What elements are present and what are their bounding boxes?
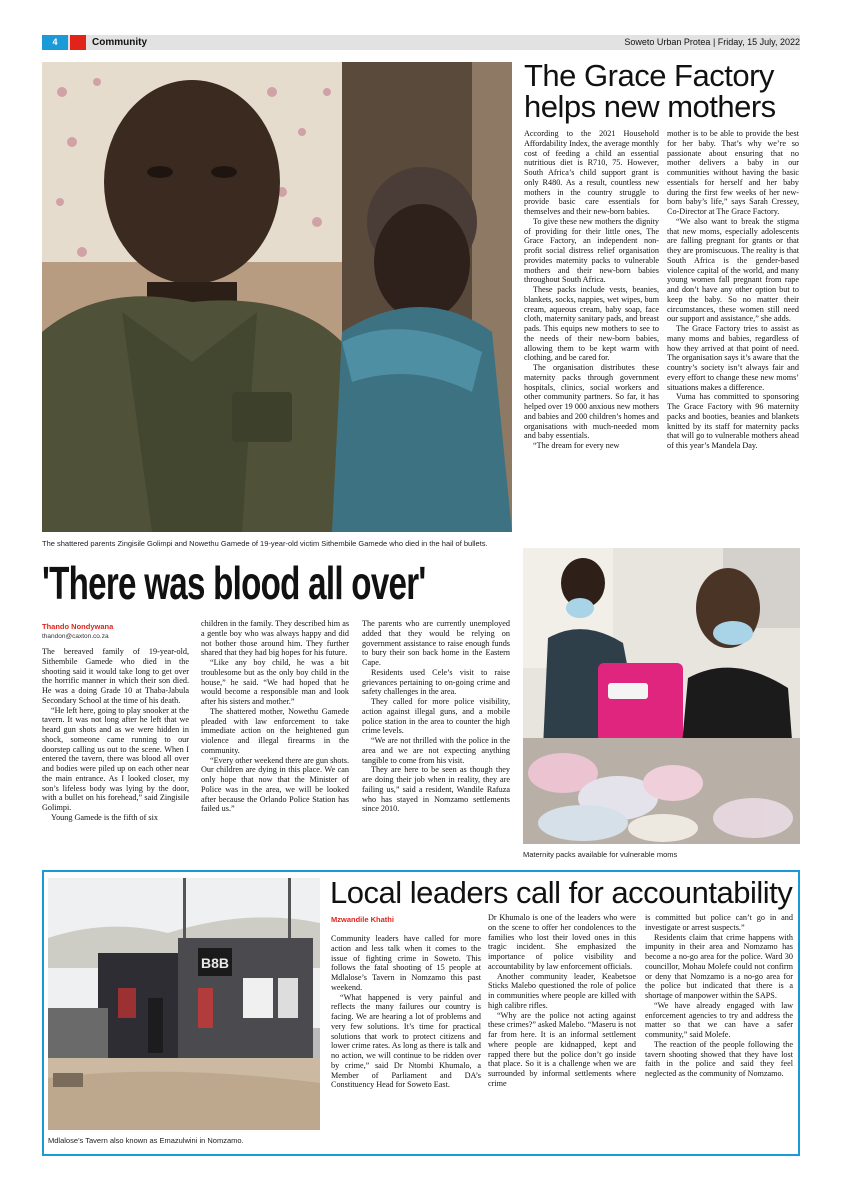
grace-column-2 (667, 129, 799, 451)
paragraph: Community leaders have called for more action and less talk when it comes to the issue of fighting crime in Soweto. This follows the fatal shooting of 15 people at Mdlalose’s Tavern in Nomzamo this past weekend. (331, 934, 481, 992)
paragraph: is committed but police can’t go in and investigate or arrest suspects.” (645, 913, 793, 932)
paragraph: Residents claim that crime happens with impunity in their area and Nomzamo has become a no-go area for the police. Ward 30 councillor, Mohau Molefe could not confirm or deny that Nomzamo is a no-go area for the police but indicated that there is a shortage of manpower within the SAPS. (645, 932, 793, 1000)
blood-column-2 (201, 619, 349, 814)
paragraph: “We also want to break the stigma that new moms, especially adolescents are falling pregnant for grants or that they are promiscuous. The reality is that South Africa is the gender-based violence capital of the world, and many young women fall pregnant from rape and don’t have any other option but to keep the baby. So no matter their circumstances, these women still need our support and assistance,” she adds. (667, 216, 799, 324)
maternity-photo (523, 548, 800, 844)
paragraph: “What happened is very painful and reflects the many failures our country is facing. We are hearing a lot of problems and very few solutions. It’s time for practical solutions that work to protect citizens and lower crime rates. As long as there is talk and no action, we will continue to be ridden over by crime,” said Dr Ntombi Khumalo, a Member of Parliament and DA’s Constituency Head for Soweto East. (331, 992, 481, 1090)
tavern-photo-caption: Mdlalose’s Tavern also known as Emazulwini in Nomzamo. (48, 1136, 244, 1145)
paragraph: Vuma has committed to sponsoring The Grace Factory with 96 maternity packs and booties, beanies and blankets knitted by its staff for maternity packs that will go to vulnerable mothers ahead of this year’s Mandela Day. (667, 392, 799, 450)
parents-photo-art (42, 62, 512, 532)
paragraph: mother is to be able to provide the best for her baby. That’s why we’re so passionate about ensuring that no mother delivers a baby in our communities without having the basic essentials for herself and her baby during the first few weeks of her new-born baby’s life,” says Sarah Cressey, Co-Director at The Grace Factory. (667, 129, 799, 216)
paragraph: Dr Khumalo is one of the leaders who were on the scene to offer her condolences to the families who lost their loved ones in this tragic incident. She emphasized the importance of police visibility and accountability by law enforcement officials. (488, 913, 636, 971)
page-number: 4 (42, 35, 68, 50)
paragraph: The Grace Factory tries to assist as many moms and babies, regardless of how they arrived at that point of need. The organisation says it’s aware that the country’s society isn’t always fair and every effort to change these new moms’ situations makes a difference. (667, 324, 799, 392)
paragraph: The reaction of the people following the tavern shooting showed that they have lost faith in the police and said they feel neglected as the community of Nomzamo. (645, 1039, 793, 1078)
parents-photo-caption: The shattered parents Zingisile Golimpi and Nowethu Gamede of 19-year-old victim Sithembile Gamede who died in the hail of bullets. (42, 539, 488, 548)
paragraph: “He left here, going to play snooker at the tavern. It was not long after he left that we heard gun shots and as we were hidden in shock, someone came running to our doorstep calling us out to the scene. When I entered the tavern, there was blood all over and bodies were piled up on each other near the main entrance. As I looked closer, my son’s lifeless body was lying by the door, with a bullet on his forehead,” said Zingisile Golimpi. (42, 705, 189, 812)
maternity-photo-caption: Maternity packs available for vulnerable moms (523, 850, 678, 859)
paragraph: The parents who are currently unemployed added that they would be relying on government assistance to raise enough funds to bury their son back home in the Eastern Cape. (362, 619, 510, 667)
publication-info: Soweto Urban Protea | Friday, 15 July, 2022 (624, 37, 800, 47)
paragraph: Residents used Cele’s visit to raise grievances pertaining to on-going crime and safety challenges in the area. (362, 667, 510, 697)
paragraph: To give these new mothers the dignity of providing for their little ones, The Grace Factory, an independent non-profit social distress relief organisation provides maternity packs to vulnerable mothers and their new-born babies throughout South Africa. (524, 216, 659, 285)
parents-photo (42, 62, 512, 532)
blood-column-3 (362, 619, 510, 814)
section-label: Community (92, 37, 147, 48)
local-headline: Local leaders call for accountability (330, 875, 793, 910)
local-column-3 (645, 913, 793, 1079)
tavern-photo (48, 878, 320, 1130)
paragraph: Another community leader, Keabetsoe Sticks Malebo questioned the role of police in communities where people are killed with high calibre rifles. (488, 971, 636, 1010)
maternity-photo-art (523, 548, 800, 844)
blood-byline: Thando Nondywana (42, 622, 114, 631)
paragraph: “We are not thrilled with the police in the area and we are not expecting anything tangible to come from his visit. (362, 736, 510, 765)
paragraph: These packs include vests, beanies, blankets, socks, nappies, wet wipes, bum cream, aqueous cream, baby soap, face cloth, maternity sanitary pads, and breast pads. This equips new mothers to see to the needs of their new-born babies, allowing them to be kept warm with clothing, and be cared for. (524, 285, 659, 363)
paragraph: According to the 2021 Household Affordability Index, the average monthly cost of feeding a child an essential nutritious diet is R710, 75. However, South Africa’s child support grant is only R480. As a result, countless new mothers in the country struggle to provide basic care essentials for themselves and their new-born babies. (524, 129, 659, 216)
blood-column-1 (42, 647, 189, 823)
grace-headline: The Grace Factory helps new mothers (524, 58, 776, 124)
grace-column-1 (524, 129, 659, 451)
local-column-1-wrapper (331, 915, 481, 1090)
paragraph: The bereaved family of 19-year-old, Sithembile Gamede who died in the shooting said it would take long to get over the horrific manner in which their son died. He was a doing Grade 10 at Thaba-Jabula Secondary School at the time of his death. (42, 647, 189, 705)
paragraph: The shattered mother, Nowethu Gamede pleaded with law enforcement to take immediate action on the heightened gun violence and illegal firearms in the community. (201, 706, 349, 755)
blood-email: thandon@caxton.co.za (42, 633, 109, 640)
local-column-2 (488, 913, 636, 1089)
tavern-photo-art (48, 878, 320, 1130)
paragraph: They are here to be seen as though they are doing their job when in reality, they are failing us,” said a resident, Wandile Rafuza who has stayed in Nomzamo settlements since 2010. (362, 765, 510, 814)
paragraph: “Why are the police not acting against these crimes?” asked Malebo. “Maseru is not far from here. It is an informal settlement where people are kidnapped, kept and rapped there but the police don’t go inside that place. So it is a challenge when we are surrounded by informal settlements where crime (488, 1010, 637, 1088)
local-byline: Mzwandile Khathi (331, 915, 394, 924)
paragraph: “Every other weekend there are gun shots. Our children are dying in this place. We can only hope that now that the Minister of Police was in the area, we will be looked after because the Orlando Police Station has failed us.” (201, 755, 349, 814)
blood-headline: 'There was blood all over' (42, 557, 426, 609)
section-marker (70, 35, 86, 50)
blood-column-1-wrapper (42, 622, 189, 823)
tavern-sign-text: B8B (201, 955, 230, 971)
paragraph: The organisation distributes these maternity packs through government hospitals, clinics, social workers and other community partners. So far, it has helped over 19 000 anxious new mothers and babies and 200 children’s homes and organisations with much-needed mom and baby essentials. (524, 363, 659, 441)
paragraph: Young Gamede is the fifth of six (51, 812, 158, 822)
paragraph: “The dream for every new (533, 441, 620, 450)
paragraph: “We have already engaged with law enforcement agencies to try and address the matter so that we can have a safer community,” said Molefe. (645, 1000, 793, 1039)
local-column-1 (331, 934, 481, 1090)
paragraph: children in the family. They described him as a gentle boy who was always happy and did not bother those around him. They further shared that they had big hopes for his future. (201, 619, 350, 658)
paragraph: They called for more police visibility, action against illegal guns, and a mobile police station in the area to counter the high crime levels. (362, 697, 510, 736)
paragraph: “Like any boy child, he was a bit troublesome but as the only boy child in the house,” he said. “We had hoped that he would become a responsible man and look after his sisters and mother.” (201, 658, 349, 706)
